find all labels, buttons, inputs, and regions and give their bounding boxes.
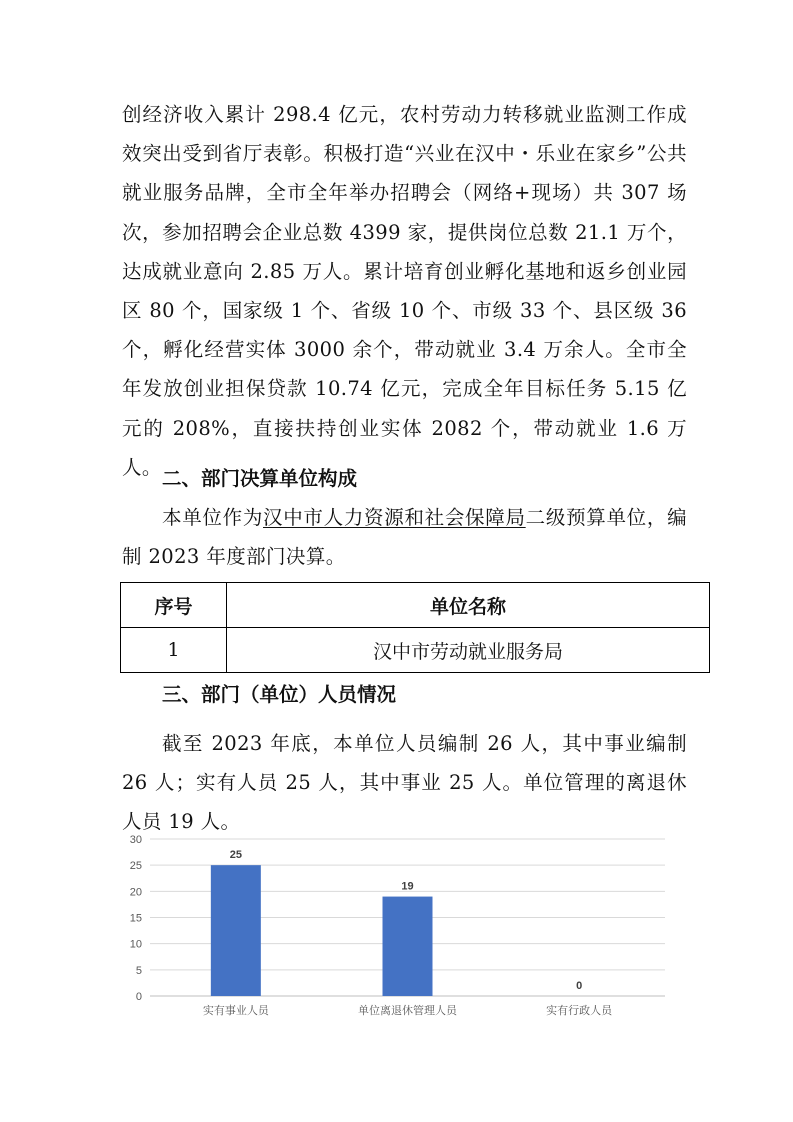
data-label: 0	[576, 980, 583, 992]
table-row	[121, 628, 710, 673]
bar	[211, 865, 261, 996]
cell-unit-name: 汉中市劳动就业服务局	[227, 628, 710, 673]
table-header-row	[121, 583, 710, 628]
data-label: 25	[229, 849, 242, 862]
column-header-number: 序号	[121, 583, 227, 628]
data-label: 19	[401, 880, 414, 893]
section-heading-staff: 三、部门（单位）人员情况	[162, 683, 397, 706]
cell-number: 1	[121, 628, 227, 673]
y-tick-label: 30	[129, 834, 142, 846]
y-tick-label: 0	[135, 991, 142, 1003]
paragraph-staff: 截至 2023 年底，本单位人员编制 26 人，其中事业编制 26 人；实有人员 25 人，其中事业 25 人。单位管理的离退休人员 19 人。	[122, 732, 687, 834]
y-tick-label: 5	[135, 964, 142, 977]
y-tick-label: 20	[129, 886, 142, 899]
paragraph-unit-composition	[122, 498, 687, 576]
y-tick-label: 25	[129, 860, 142, 873]
x-tick-label: 实有事业人员	[202, 1005, 269, 1017]
bar	[383, 897, 433, 996]
x-tick-label: 实有行政人员	[546, 1005, 613, 1017]
paragraph-text-post: 二级预算单位，编制 2023 年度部门决算。	[122, 506, 687, 569]
staff-bar-chart	[115, 828, 675, 1028]
section-heading-unit-composition: 二、部门决算单位构成	[162, 467, 358, 490]
paragraph-text-pre: 本单位作为	[162, 506, 264, 529]
column-header-unit-name: 单位名称	[227, 583, 710, 628]
y-tick-label: 10	[129, 938, 142, 951]
paragraph-employment-summary: 创经济收入累计 298.4 亿元，农村劳动力转移就业监测工作成效突出受到省厅表彰。积极打造“兴业在汉中・乐业在家乡”公共就业服务品牌，全市全年举办招聘会（网络+现场）共 307 场次，参加招聘会企业总数 4399 家，提供岗位总数 21.1 万个，达成就业意向 2.85 万人。累计培育创业孵化基地和返乡创业园区 80 个，国家级 1 个、省级 10 个、市级 33 个、县区级 36 个，孵化经营实体 3000 余个，带动就业 3.4 万余人。全市全年发放创业担保贷款 10.74 亿元，完成全年目标任务 5.15 亿元的 208%，直接扶持创业实体 2082 个，带动就业 1.6 万人。	[122, 103, 687, 479]
y-tick-label: 15	[129, 912, 142, 925]
unit-table	[120, 582, 710, 673]
x-tick-label: 单位离退休管理人员	[358, 1005, 457, 1017]
parent-agency-name: 汉中市人力资源和社会保障局	[263, 506, 526, 529]
